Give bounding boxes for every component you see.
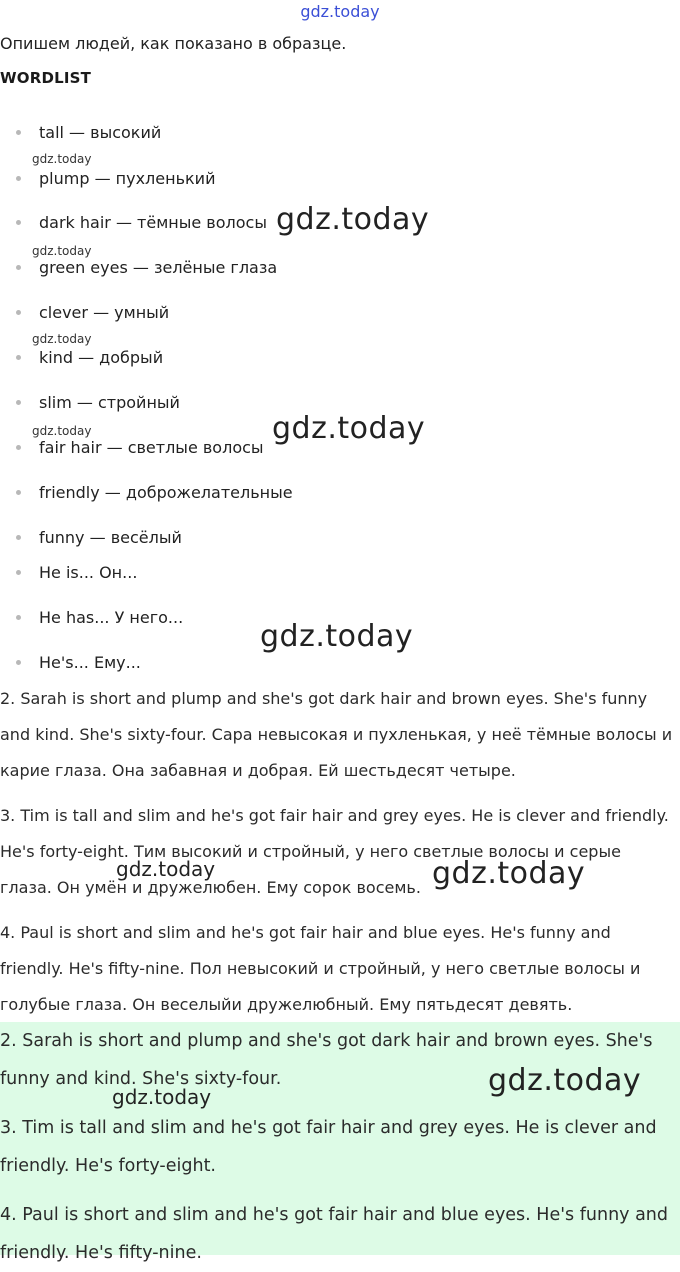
list-item	[16, 123, 161, 142]
watermark: gdz.today	[32, 152, 92, 166]
bullet-icon	[16, 490, 21, 495]
list-item-text: He's... Ему...	[39, 653, 141, 672]
bullet-icon	[16, 615, 21, 620]
bullet-icon	[16, 265, 21, 270]
wordlist-heading: WORDLIST	[0, 69, 92, 87]
list-item	[16, 258, 277, 277]
list-item-text: fair hair — светлые волосы	[39, 438, 264, 457]
list-item	[16, 348, 163, 367]
answer-line: голубые глаза. Он веселыйи дружелюбный. Ему пятьдесят девять.	[0, 995, 573, 1014]
watermark: gdz.today	[432, 856, 586, 891]
highlighted-line: 2. Sarah is short and plump and she's got dark hair and brown eyes. She's	[0, 1031, 653, 1051]
bullet-icon	[16, 660, 21, 665]
watermark: gdz.today	[32, 244, 92, 258]
bullet-icon	[16, 355, 21, 360]
list-item	[16, 608, 183, 627]
watermark: gdz.today	[276, 202, 430, 237]
bullet-icon	[16, 220, 21, 225]
watermark: gdz.today	[32, 332, 92, 346]
watermark: gdz.today	[116, 857, 216, 881]
list-item-text: funny — весёлый	[39, 528, 182, 547]
answer-line: глаза. Он умён и дружелюбен. Ему сорок восемь.	[0, 878, 421, 897]
list-item-text: He has... У него...	[39, 608, 184, 627]
watermark: gdz.today	[272, 411, 426, 446]
answer-line: He's forty-eight. Тим высокий и стройный, у него светлые волосы и серые	[0, 842, 621, 861]
list-item	[16, 213, 267, 232]
answer-line: 2. Sarah is short and plump and she's got dark hair and brown eyes. She's funny	[0, 689, 648, 708]
watermark: gdz.today	[488, 1063, 642, 1098]
answer-paragraph-4	[0, 915, 680, 1023]
watermark: gdz.today	[260, 619, 414, 654]
bullet-icon	[16, 445, 21, 450]
bullet-icon	[16, 176, 21, 181]
answer-paragraph-2	[0, 681, 680, 789]
list-item-text: tall — высокий	[39, 123, 162, 142]
bullet-icon	[16, 130, 21, 135]
bullet-icon	[16, 535, 21, 540]
bullet-icon	[16, 570, 21, 575]
list-item	[16, 528, 182, 547]
bullet-icon	[16, 400, 21, 405]
list-item-text: friendly — доброжелательные	[39, 483, 293, 502]
highlighted-line: funny and kind. She's sixty-four.	[0, 1069, 282, 1089]
highlighted-paragraph-4	[0, 1196, 680, 1272]
watermark: gdz.today	[112, 1085, 212, 1109]
highlighted-line: 3. Tim is tall and slim and he's got fair hair and grey eyes. He is clever and	[0, 1118, 657, 1138]
answer-line: 3. Tim is tall and slim and he's got fair hair and grey eyes. He is clever and friendly.	[0, 806, 669, 825]
watermark: gdz.today	[32, 424, 92, 438]
highlighted-line: 4. Paul is short and slim and he's got fair hair and blue eyes. He's funny and	[0, 1205, 668, 1225]
highlighted-paragraph-3	[0, 1109, 680, 1185]
site-brand-link[interactable]: gdz.today	[300, 2, 380, 21]
list-item-text: kind — добрый	[39, 348, 164, 367]
answer-line: and kind. She's sixty-four. Сара невысокая и пухленькая, у неё тёмные волосы и	[0, 725, 673, 744]
list-item	[16, 169, 215, 188]
answer-line: 4. Paul is short and slim and he's got fair hair and blue eyes. He's funny and	[0, 923, 611, 942]
answer-line: карие глаза. Она забавная и добрая. Ей шестьдесят четыре.	[0, 761, 516, 780]
list-item	[16, 483, 293, 502]
intro-text: Опишем людей, как показано в образце.	[0, 34, 347, 53]
list-item-text: clever — умный	[39, 303, 170, 322]
list-item-text: He is... Он...	[39, 563, 138, 582]
list-item	[16, 303, 169, 322]
bullet-icon	[16, 310, 21, 315]
list-item	[16, 393, 180, 412]
answer-line: friendly. He's fifty-nine. Пол невысокий и стройный, у него светлые волосы и	[0, 959, 641, 978]
list-item-text: plump — пухленький	[39, 169, 216, 188]
list-item-text: dark hair — тёмные волосы	[39, 213, 267, 232]
highlighted-line: friendly. He's fifty-nine.	[0, 1243, 202, 1263]
list-item	[16, 563, 137, 582]
list-item-text: slim — стройный	[39, 393, 180, 412]
list-item	[16, 653, 141, 672]
list-item-text: green eyes — зелёные глаза	[39, 258, 278, 277]
highlighted-line: friendly. He's forty-eight.	[0, 1156, 216, 1176]
list-item	[16, 438, 264, 457]
